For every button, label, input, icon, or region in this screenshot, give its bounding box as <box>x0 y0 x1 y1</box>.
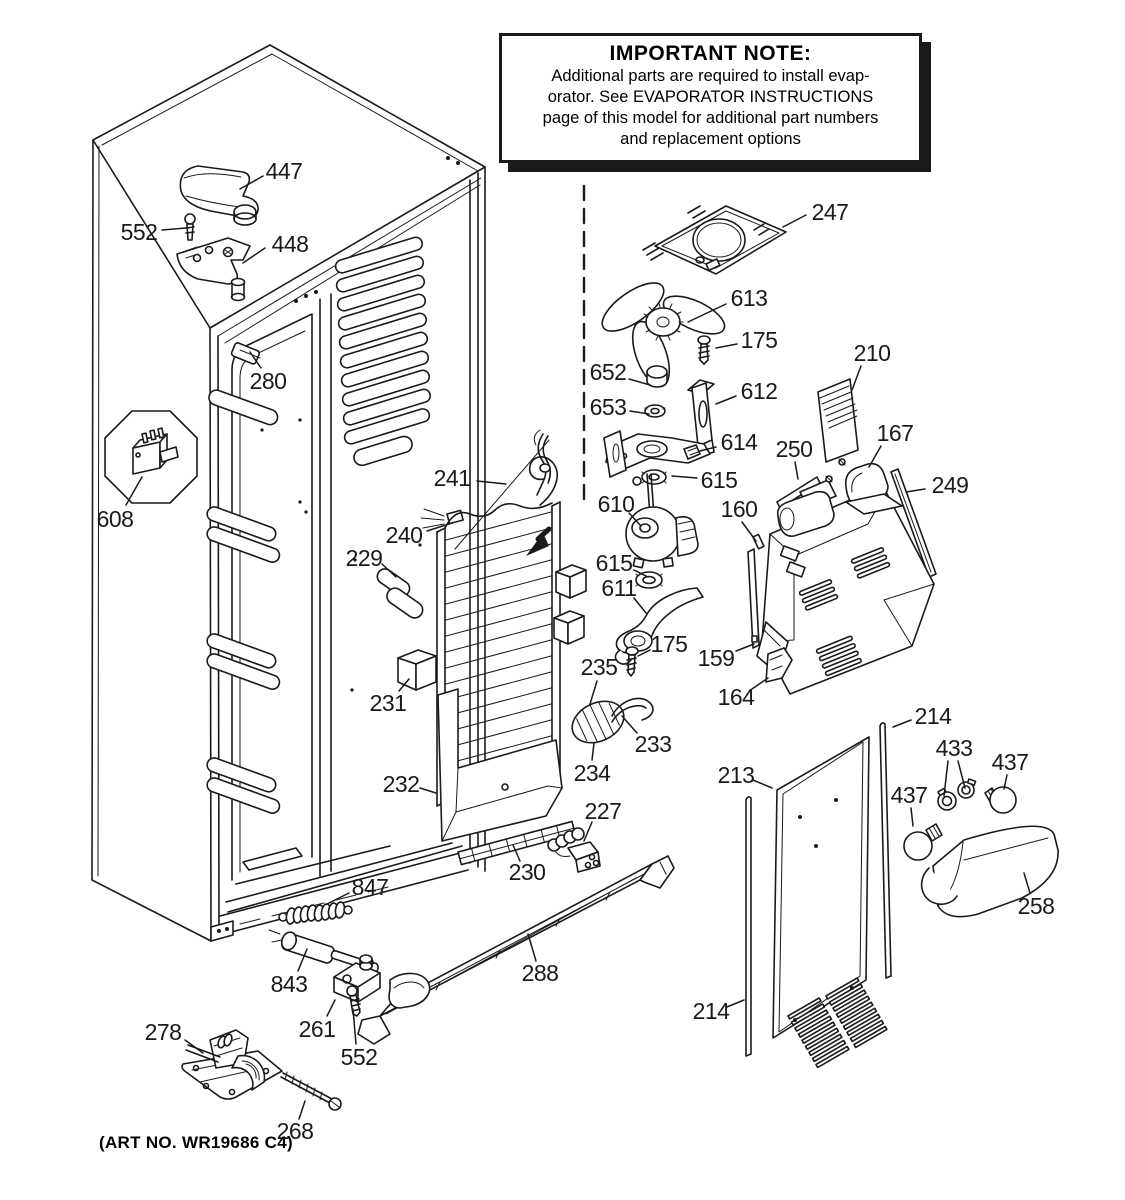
part-label-552-45: 552 <box>340 1044 378 1070</box>
grommet-653 <box>645 405 665 417</box>
part-label-233-18: 233 <box>634 731 672 757</box>
part-label-613-6: 613 <box>730 285 768 311</box>
part-label-653-9: 653 <box>589 394 627 420</box>
part-label-552-1: 552 <box>120 219 158 245</box>
leader-line-552 <box>162 228 186 230</box>
part-label-612-10: 612 <box>740 378 778 404</box>
part-label-210-28: 210 <box>853 340 891 366</box>
direction-arrow <box>526 529 549 556</box>
bolt-268 <box>281 1072 341 1110</box>
leader-line-213 <box>753 780 772 788</box>
part-label-160-32: 160 <box>720 496 758 522</box>
part-label-232-27: 232 <box>382 771 420 797</box>
leader-line-288 <box>528 934 536 961</box>
part-label-175-7: 175 <box>740 327 778 353</box>
screw-175a <box>698 336 710 364</box>
part-label-249-31: 249 <box>931 472 969 498</box>
important-note-box <box>499 33 922 163</box>
part-label-288-22: 288 <box>521 960 559 986</box>
part-label-214-41: 214 <box>692 998 730 1024</box>
part-label-437-38: 437 <box>991 749 1029 775</box>
pin-159 <box>752 636 757 642</box>
grille-210 <box>818 379 858 462</box>
grommet-615a <box>633 470 666 485</box>
tube-fitting-241 <box>540 464 550 472</box>
art-number: (ART NO. WR19686 C4) <box>99 1133 293 1152</box>
note-line: and replacement options <box>620 130 801 149</box>
condenser-coil-loops <box>334 236 432 468</box>
part-label-610-13: 610 <box>597 491 635 517</box>
part-label-433-37: 433 <box>935 735 973 761</box>
strip-left-of-icemaker <box>748 549 759 648</box>
part-label-250-30: 250 <box>775 436 813 462</box>
leader-line-159 <box>736 644 754 651</box>
part-label-448-2: 448 <box>271 231 309 257</box>
drain-pan-232 <box>438 689 562 841</box>
foam-blocks-right <box>554 565 586 644</box>
note-title: IMPORTANT NOTE: <box>609 42 812 65</box>
part-label-652-8: 652 <box>589 359 627 385</box>
foam-block-231 <box>398 650 436 690</box>
leader-line-249 <box>906 489 925 492</box>
part-label-230-21: 230 <box>508 859 546 885</box>
part-label-847-42: 847 <box>351 874 389 900</box>
part-label-615-12: 615 <box>700 467 738 493</box>
note-line: page of this model for additional part numbers <box>542 109 879 128</box>
leader-line-214 <box>893 720 911 727</box>
screw-head-552a <box>185 214 195 224</box>
leader-line-268 <box>299 1101 305 1119</box>
grommet-615b <box>636 572 662 588</box>
part-label-235-17: 235 <box>580 654 618 680</box>
note-line: Additional parts are required to install evap- <box>551 67 870 85</box>
leader-line-250 <box>795 462 798 479</box>
leader-line-241 <box>477 481 506 484</box>
leader-line-210 <box>852 366 861 390</box>
top-hinge-parts <box>177 166 260 365</box>
leader-line-232 <box>420 788 436 793</box>
part-label-214-36: 214 <box>914 703 952 729</box>
leader-line-437 <box>911 808 913 826</box>
part-label-229-25: 229 <box>345 545 383 571</box>
part-label-608-4: 608 <box>96 506 134 532</box>
part-label-278-46: 278 <box>144 1019 182 1045</box>
part-label-241-23: 241 <box>433 465 471 491</box>
part-label-437-39: 437 <box>890 782 928 808</box>
part-label-614-11: 614 <box>720 429 758 455</box>
part-label-247-5: 247 <box>811 199 849 225</box>
part-label-240-24: 240 <box>385 522 423 548</box>
rail-end-bracket <box>389 973 430 1008</box>
defrost-heater-235 <box>565 693 630 750</box>
leader-line-608 <box>126 477 142 505</box>
part-label-843-43: 843 <box>270 971 308 997</box>
leader-line-612 <box>716 396 736 404</box>
leader-line-227 <box>584 822 592 841</box>
leader-line-247 <box>783 215 806 227</box>
part-label-227-20: 227 <box>584 798 622 824</box>
leader-line-234 <box>592 743 594 760</box>
leader-line-615 <box>672 476 697 478</box>
note-line: orator. See EVAPORATOR INSTRUCTIONS <box>547 88 874 107</box>
base-bracket-278 <box>182 1030 282 1099</box>
part-label-261-44: 261 <box>298 1016 336 1042</box>
trim-strip-214-left <box>746 797 751 1056</box>
part-label-615-14: 615 <box>595 550 633 576</box>
leader-line-214 <box>727 1000 744 1007</box>
pin-160 <box>753 534 764 548</box>
part-label-447-0: 447 <box>265 158 303 184</box>
part-label-280-3: 280 <box>249 368 287 394</box>
part-label-234-19: 234 <box>573 760 611 786</box>
switch-608-callout <box>105 411 197 503</box>
part-label-231-26: 231 <box>369 690 407 716</box>
leader-line-175 <box>716 344 737 348</box>
trim-strip-214-right <box>880 723 891 978</box>
light-bulb-437-right <box>985 787 1016 813</box>
part-label-164-34: 164 <box>717 684 755 710</box>
part-label-167-29: 167 <box>876 420 914 446</box>
access-panel-213 <box>773 737 887 1067</box>
part-label-268-47: 268 <box>276 1118 314 1144</box>
part-label-213-35: 213 <box>717 762 755 788</box>
part-label-611-15: 611 <box>601 575 637 601</box>
grommet-652 <box>647 366 667 387</box>
leader-line-261 <box>327 1000 335 1016</box>
part-label-159-33: 159 <box>697 645 735 671</box>
part-label-175-16: 175 <box>650 631 688 657</box>
part-label-258-40: 258 <box>1017 893 1055 919</box>
leader-line-160 <box>742 522 756 541</box>
light-bulb-437-left <box>904 824 942 860</box>
door-shelves <box>205 388 281 815</box>
leader-line-235 <box>590 681 597 704</box>
